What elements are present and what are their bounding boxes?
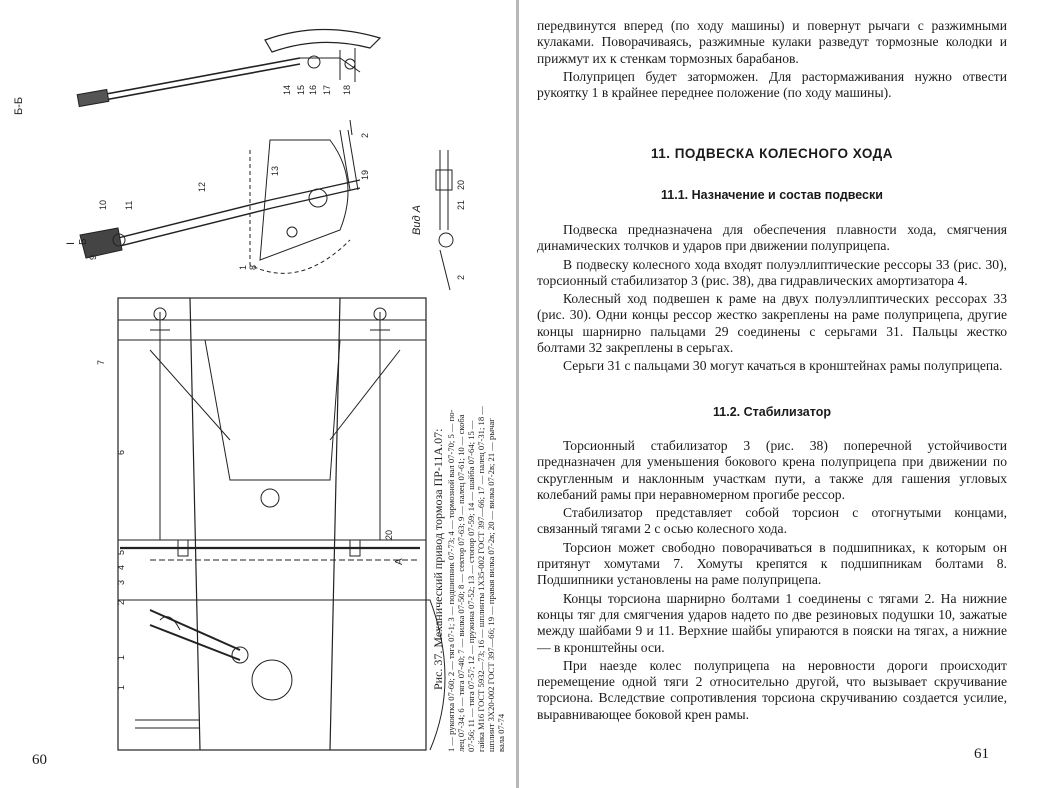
section-bb-label: Б-Б — [13, 96, 25, 115]
s2-paragraph-5: При наезде колес полуприцепа на неровности дороги происходит перемещение одной тяги 2 относительно другой, что вызывает скручивание торсиона. Вследствие сопротивления торсиона скручиванию создается усилие, выравнивающее боковой крен рамы. — [537, 657, 1007, 722]
view-a-label: Вид А — [411, 205, 423, 235]
s1-paragraph-4: Серьги 31 с пальцами 30 могут качаться в кронштейнах рамы полуприцепа. — [563, 358, 1003, 374]
intro-text — [537, 18, 1007, 101]
label-7: 7 — [96, 359, 106, 365]
intro-paragraph-1: передвинутся вперед (по ходу машины) и повернут рычаги с разжимными кулаками. Поворачиваясь, разжимные кулаки разведут тормозные колодки и прижмут их к стенкам тормозных барабанов. — [537, 18, 1007, 66]
label-14: 14 — [282, 84, 292, 95]
label-18: 18 — [342, 84, 352, 95]
label-11: 11 — [124, 200, 134, 210]
part-labels — [88, 85, 466, 690]
plan-view — [118, 298, 445, 750]
label-19: 19 — [360, 169, 370, 180]
caption-title: Рис. 37. Механический привод тормоза ПР-11А.07: — [431, 428, 445, 690]
caption-line-3: 07-56; 11 — тяга 07-57; 12 — пружина 07-52; 13 — стопор 07-59; 14 — шайба 07-64; 15 — — [466, 420, 476, 752]
view-a-detail — [436, 150, 453, 290]
left-page — [0, 0, 516, 788]
s1-paragraph-2: В подвеску колесного хода входят полуэллиптические рессоры 33 (рис. 30), торсионный стабилизатор 3 (рис. 38), два гидравлических амортизатора 4. — [537, 256, 1007, 288]
label-1b: 1 — [116, 654, 126, 660]
label-5: 5 — [116, 549, 126, 555]
subsection-1-text — [537, 222, 1007, 375]
caption-line-6: вала 07-74 — [496, 713, 506, 752]
subsection-2-text — [537, 438, 1007, 723]
figure-caption — [431, 406, 506, 752]
label-4: 4 — [116, 564, 126, 570]
s2-paragraph-2: Стабилизатор представляет собой торсион с отогнутыми концами, связанный тягами 2 с осью колесного хода. — [537, 505, 1007, 537]
label-2c: 2 — [116, 599, 126, 605]
subsection-2-heading: 11.2. Стабилизатор — [713, 405, 831, 419]
label-1c: 1 — [116, 684, 126, 690]
label-2b: 2 — [456, 274, 466, 280]
section-mark-label: I — [65, 241, 77, 245]
intro-paragraph-2: Полуприцеп будет заторможен. Для растормаживания нужно отвести рукоятку 1 в крайнее переднее положение (по ходу машины). — [537, 68, 1007, 101]
label-20: 20 — [456, 179, 466, 190]
label-9: 9 — [88, 254, 98, 260]
s2-paragraph-4: Концы торсиона шарнирно болтами 1 соединены с тягами 2. На нижние концы тяг для смягчения ударов надето по две резиновых подушки 10, зажатые между шайбами 9 и 11. Верхние шайбы упираются в пояски на тягах, а нижние — в кронштейны оси. — [537, 590, 1007, 655]
label-12: 12 — [197, 181, 207, 192]
caption-line-2: лец 07-34; 6 — тяга 07-40; 7 — вилка 07-50; 8 — сектор 07-63; 9 — палец 07-61; 10 — скоба — [456, 414, 466, 752]
label-16: 16 — [308, 84, 318, 95]
view-labels — [13, 97, 423, 565]
section-heading: 11. ПОДВЕСКА КОЛЕСНОГО ХОДА — [650, 146, 894, 161]
page-number-left: 60 — [32, 752, 47, 768]
label-13: 13 — [270, 165, 280, 176]
lever-sector-detail — [80, 120, 360, 273]
arrow-a-label: А — [394, 558, 405, 565]
caption-line-4: гайка М16 ГОСТ 5932—73; 16 — шплинты 1Х35-002 ГОСТ 397—66; 17 — палец 07-31; 18 — — [476, 406, 486, 752]
label-1a: 1 — [238, 264, 248, 270]
subsection-1-heading: 11.1. Назначение и состав подвески — [661, 188, 883, 202]
s2-paragraph-1: Торсионный стабилизатор 3 (рис. 38) поперечной устойчивости предназначен для уменьшения бокового крена полуприцепа при движении по скругленным и наклонным участкам пути, а также для гашения угловых колебаний рамы при неравномерном прогибе рессор. — [537, 438, 1007, 502]
label-10: 10 — [98, 199, 108, 210]
page-number-right: 61 — [974, 746, 989, 762]
label-3: 3 — [116, 579, 126, 585]
label-8: 8 — [248, 264, 258, 270]
label-2a: 2 — [360, 132, 370, 138]
brake-drive-drawing — [0, 0, 516, 788]
label-15: 15 — [296, 84, 306, 95]
right-page — [519, 0, 1052, 788]
s1-paragraph-3: Колесный ход подвешен к раме на двух полуэллиптических рессорах 33 (рис. 30). Одни концы рессор жестко закреплены на раме полуприцепа, другие концы шарнирно пальцами 29 соединены с серьгами 31. Пальцы жестко болтами 32 закреплены в серьгах. — [537, 291, 1007, 356]
label-20b: 20 — [384, 529, 394, 540]
label-17: 17 — [322, 84, 332, 95]
caption-line-5: шплинт 3Х20-002 ГОСТ 397—66; 19 — правая вилка 07-2в; 20 — вилка 07-2в; 21 — рычаг — [486, 418, 496, 752]
section-b-label: Б — [78, 238, 89, 245]
s1-paragraph-1: Подвеска предназначена для обеспечения плавности хода, смягчения динамических толчков и ударов при движении полуприцепа. — [537, 222, 1007, 254]
label-6: 6 — [116, 449, 126, 455]
s2-paragraph-3: Торсион может свободно поворачиваться в подшипниках, к которым он притянут хомутами 7. Хомуты крепятся к подшипникам болтами 8. Подшипники установлены на раме полуприцепа. — [537, 539, 1007, 588]
label-21: 21 — [456, 199, 466, 210]
caption-line-1: 1 — рукоятка 07-60; 2 — тяга 07-1; 3 — подшипник 07-73; 4 — тормозной вал 07-70; 5 — по- — [446, 409, 456, 752]
section-bb-detail — [77, 29, 380, 106]
